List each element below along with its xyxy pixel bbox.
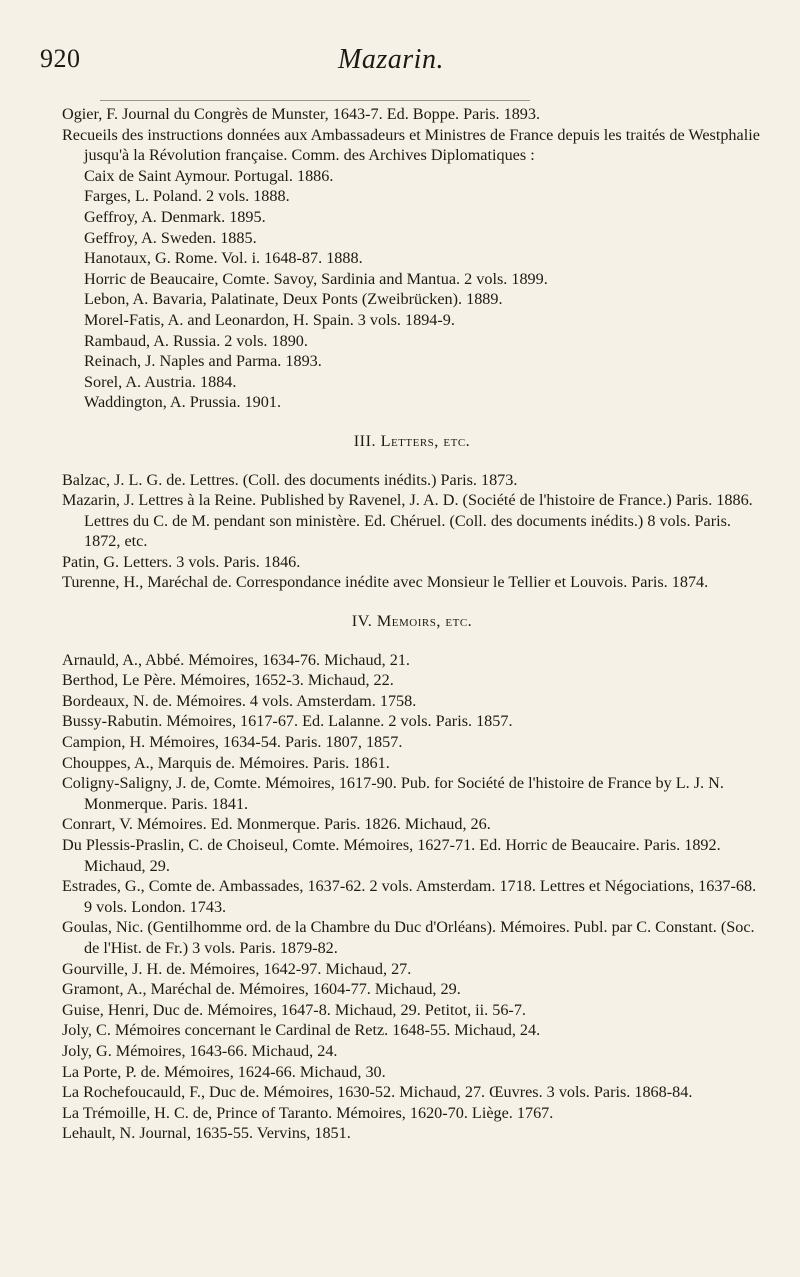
section-memoirs bbox=[62, 650, 762, 1144]
section-numeral: III. bbox=[353, 431, 377, 450]
bibliography-entry: Du Plessis-Praslin, C. de Choiseul, Comte. Mémoires, 1627-71. Ed. Horric de Beaucaire. Paris. 1892. Michaud, 29. bbox=[62, 836, 721, 875]
bibliography-entry: Bussy-Rabutin. Mémoires, 1617-67. Ed. Lalanne. 2 vols. Paris. 1857. bbox=[62, 712, 513, 731]
bibliography-content bbox=[62, 104, 762, 1144]
bibliography-entry: Chouppes, A., Marquis de. Mémoires. Paris. 1861. bbox=[62, 753, 390, 772]
bibliography-entry: Mazarin, J. Lettres à la Reine. Published by Ravenel, J. A. D. (Société de l'histoire de France.) Paris. 1886. Lettres du C. de M. pendant son ministère. Ed. Chéruel. (Coll. des documents inédits.) 8 vols. Paris. 1872, etc. bbox=[62, 491, 753, 551]
bibliography-entry: Joly, G. Mémoires, 1643-66. Michaud, 24. bbox=[62, 1041, 338, 1060]
section-title: Letters, etc. bbox=[380, 431, 471, 450]
bibliography-entry: Gourville, J. H. de. Mémoires, 1642-97. Michaud, 27. bbox=[62, 959, 412, 978]
section-title: Memoirs, etc. bbox=[376, 612, 473, 631]
sub-entry: Hanotaux, G. Rome. Vol. i. 1648-87. 1888. bbox=[84, 249, 363, 268]
bibliography-entry: Arnauld, A., Abbé. Mémoires, 1634-76. Michaud, 21. bbox=[62, 650, 410, 669]
section-diplomatic bbox=[62, 104, 762, 413]
bibliography-entry: Conrart, V. Mémoires. Ed. Monmerque. Paris. 1826. Michaud, 26. bbox=[62, 815, 491, 834]
sub-entry: Reinach, J. Naples and Parma. 1893. bbox=[84, 352, 322, 371]
bibliography-entry: Gramont, A., Maréchal de. Mémoires, 1604-77. Michaud, 29. bbox=[62, 980, 461, 999]
running-title: Mazarin. bbox=[338, 44, 444, 75]
section-heading-letters bbox=[62, 431, 762, 452]
bibliography-entry: La Porte, P. de. Mémoires, 1624-66. Michaud, 30. bbox=[62, 1062, 386, 1081]
bibliography-entry: Campion, H. Mémoires, 1634-54. Paris. 1807, 1857. bbox=[62, 733, 403, 752]
bibliography-entry: Goulas, Nic. (Gentilhomme ord. de la Chambre du Duc d'Orléans). Mémoires. Publ. par C. Constant. (Soc. de l'Hist. de Fr.) 3 vols. Paris. 1879-82. bbox=[62, 918, 755, 957]
sub-entry: Geffroy, A. Sweden. 1885. bbox=[84, 228, 257, 247]
bibliography-entry: La Trémoille, H. C. de, Prince of Taranto. Mémoires, 1620-70. Liège. 1767. bbox=[62, 1103, 554, 1122]
sub-entry: Caix de Saint Aymour. Portugal. 1886. bbox=[84, 166, 334, 185]
sub-entry: Farges, L. Poland. 2 vols. 1888. bbox=[84, 187, 290, 206]
bibliography-entry: La Rochefoucauld, F., Duc de. Mémoires, 1630-52. Michaud, 27. Œuvres. 3 vols. Paris. 1868-84. bbox=[62, 1083, 693, 1102]
bibliography-entry: Berthod, Le Père. Mémoires, 1652-3. Michaud, 22. bbox=[62, 671, 394, 690]
sub-entry: Waddington, A. Prussia. 1901. bbox=[84, 393, 281, 412]
bibliography-entry: Turenne, H., Maréchal de. Correspondance inédite avec Monsieur le Tellier et Louvois. Paris. 1874. bbox=[62, 573, 709, 592]
bibliography-entry: Lehault, N. Journal, 1635-55. Vervins, 1851. bbox=[62, 1124, 351, 1143]
bibliography-entry: Bordeaux, N. de. Mémoires. 4 vols. Amsterdam. 1758. bbox=[62, 691, 417, 710]
bibliography-entry: Joly, C. Mémoires concernant le Cardinal de Retz. 1648-55. Michaud, 24. bbox=[62, 1021, 541, 1040]
bibliography-entry: Estrades, G., Comte de. Ambassades, 1637-62. 2 vols. Amsterdam. 1718. Lettres et Négociations, 1637-68. 9 vols. London. 1743. bbox=[62, 877, 757, 916]
section-heading-memoirs bbox=[62, 611, 762, 632]
sub-entry: Lebon, A. Bavaria, Palatinate, Deux Ponts (Zweibrücken). 1889. bbox=[84, 290, 503, 309]
bibliography-entry: Balzac, J. L. G. de. Lettres. (Coll. des documents inédits.) Paris. 1873. bbox=[62, 470, 518, 489]
bibliography-entry: Coligny-Saligny, J. de, Comte. Mémoires, 1617-90. Pub. for Société de l'histoire de France by L. J. N. Monmerque. Paris. 1841. bbox=[62, 774, 724, 813]
bibliography-entry: Patin, G. Letters. 3 vols. Paris. 1846. bbox=[62, 552, 301, 571]
sub-entry: Sorel, A. Austria. 1884. bbox=[84, 372, 237, 391]
section-letters bbox=[62, 470, 762, 594]
bibliography-entry: Recueils des instructions données aux Ambassadeurs et Ministres de France depuis les traités de Westphalie jusqu'à la Révolution française. Comm. des Archives Diplomatiques : bbox=[62, 125, 760, 165]
bibliography-entry: Guise, Henri, Duc de. Mémoires, 1647-8. Michaud, 29. Petitot, ii. 56-7. bbox=[62, 1000, 526, 1019]
sub-entry: Rambaud, A. Russia. 2 vols. 1890. bbox=[84, 331, 308, 350]
page-header bbox=[40, 44, 742, 88]
section-numeral: IV. bbox=[351, 612, 373, 631]
page-number: 920 bbox=[40, 44, 81, 73]
sub-entry: Horric de Beaucaire, Comte. Savoy, Sardinia and Mantua. 2 vols. 1899. bbox=[84, 269, 548, 288]
sub-entry: Geffroy, A. Denmark. 1895. bbox=[84, 207, 266, 226]
sub-entry: Morel-Fatis, A. and Leonardon, H. Spain. 3 vols. 1894-9. bbox=[84, 310, 455, 329]
bibliography-entry: Ogier, F. Journal du Congrès de Munster, 1643-7. Ed. Boppe. Paris. 1893. bbox=[62, 105, 541, 123]
header-rule bbox=[100, 100, 530, 101]
